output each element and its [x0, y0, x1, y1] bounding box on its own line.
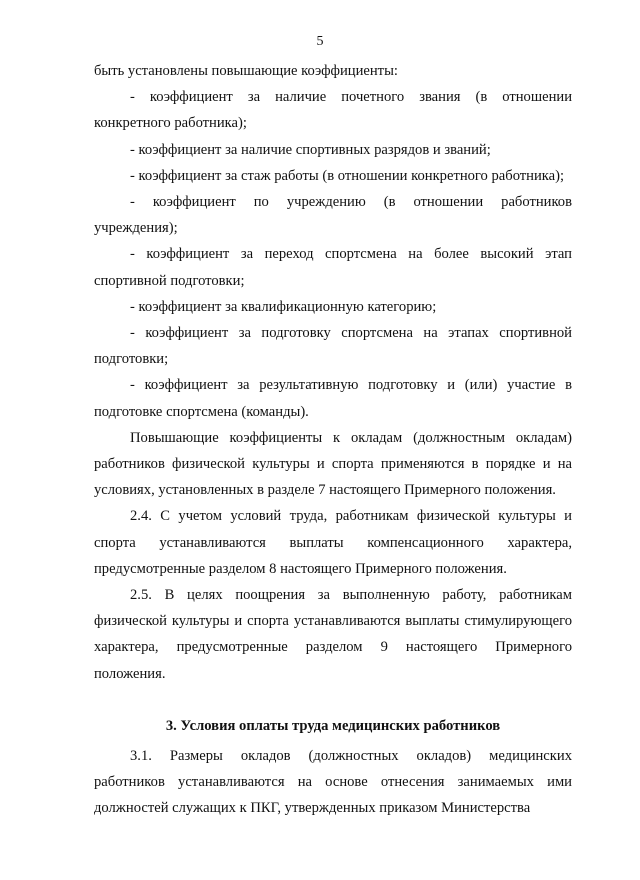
list-item-athlete-training: - коэффициент за подготовку спортсмена на этапах спортивной подготовки; — [94, 325, 572, 368]
page-number: 5 — [316, 34, 324, 49]
paragraph-coefficients-application: Повышающие коэффициенты к окладам (должностным окладам) работников физической культуры и спорта применяются в порядке и на условиях, установленных в разделе 7 настоящего Примерного положения. — [94, 429, 572, 499]
list-item-effective-training: - коэффициент за результативную подготовку и (или) участие в подготовке спортсмена (команды). — [94, 377, 572, 420]
paragraph-2-5: 2.5. В целях поощрения за выполненную работу, работникам физической культуры и спорта устанавливаются выплаты стимулирующего характера, предусмотренные разделом 9 настоящего Примерного положения. — [94, 587, 572, 682]
list-item-qualification: - коэффициент за квалификационную категорию; — [130, 298, 437, 315]
paragraph-intro: быть установлены повышающие коэффициенты: — [94, 63, 398, 79]
list-item-seniority: - коэффициент за стаж работы (в отношении конкретного работника); — [130, 167, 565, 184]
list-item-sports-ranks: - коэффициент за наличие спортивных разрядов и званий; — [130, 141, 491, 158]
paragraph-2-4: 2.4. С учетом условий труда, работникам физической культуры и спорта устанавливаются выплаты компенсационного характера, предусмотренные разделом 8 настоящего Примерного положения. — [94, 508, 572, 577]
list-item-athlete-transition: - коэффициент за переход спортсмена на более высокий этап спортивной подготовки; — [94, 246, 572, 289]
list-item-institution: - коэффициент по учреждению (в отношении работников учреждения); — [94, 194, 572, 237]
section-heading: 3. Условия оплаты труда медицинских работников — [165, 717, 501, 734]
paragraph-3-1: 3.1. Размеры окладов (должностных окладов) медицинских работников устанавливаются на основе отнесения занимаемых ими должностей служащих к ПКГ, утвержденных приказом Министерства — [94, 748, 572, 817]
list-item-honorary-title: - коэффициент за наличие почетного звания (в отношении конкретного работника); — [94, 89, 572, 132]
document-body — [94, 58, 572, 822]
